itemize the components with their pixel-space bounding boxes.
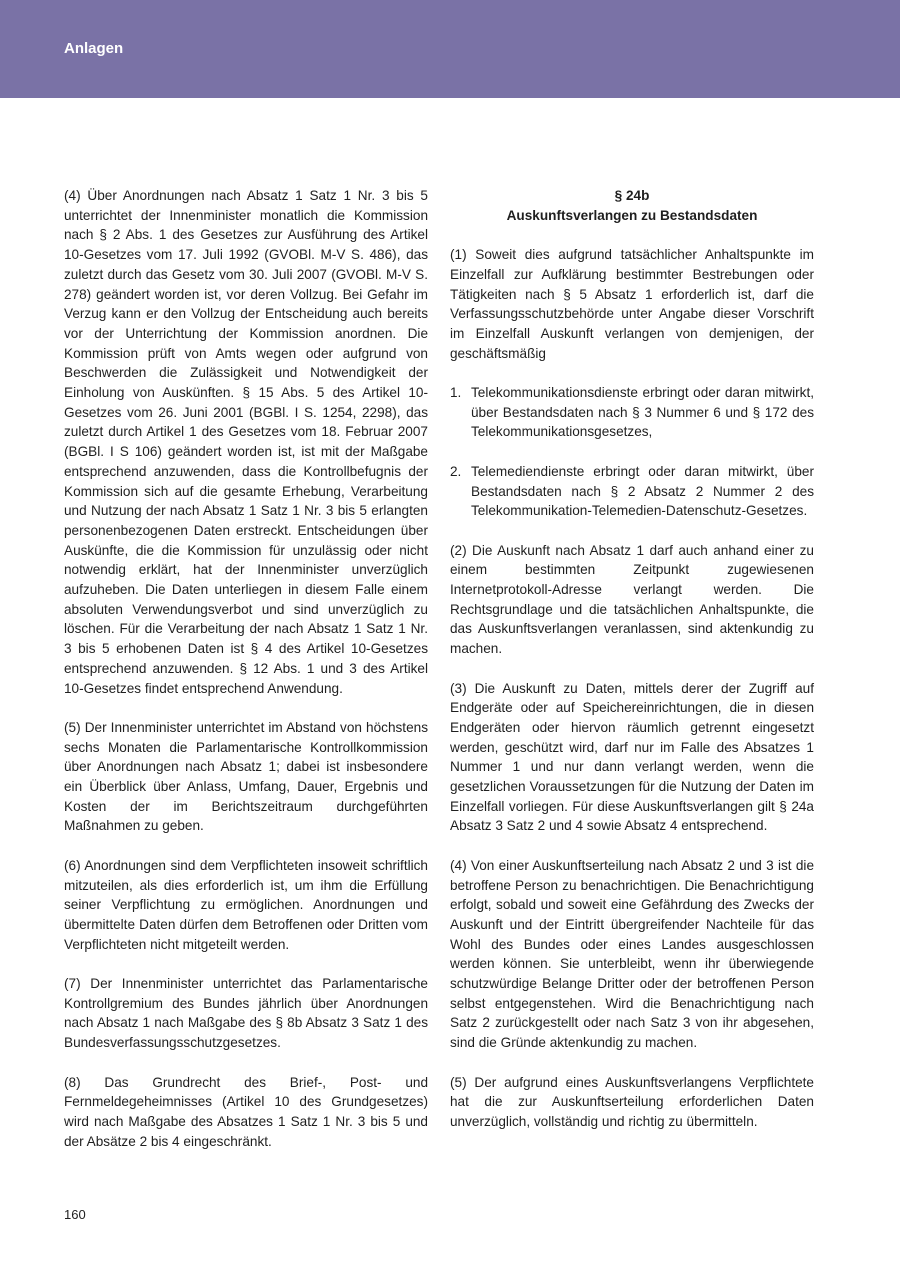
list-item bbox=[450, 462, 814, 521]
right-column bbox=[450, 186, 814, 1151]
list-item-text: Telekommunikationsdienste erbringt oder daran mitwirkt, über Bestandsdaten nach § 3 Nummer 6 und § 172 des Telekommunikationsgesetzes, bbox=[471, 385, 814, 440]
list-item-number: 1. bbox=[450, 385, 462, 400]
paragraph-6: (6) Anordnungen sind dem Verpflichteten insoweit schriftlich mitzuteilen, als dies erforderlich ist, um ihm die Erfüllung seiner Verpflichtung zu ermöglichen. Anordnungen und übermittelte Daten dürfen dem Betroffenen oder Dritten vom Verpflichteten nicht mitgeteilt werden. bbox=[64, 857, 428, 952]
section-number: § 24b bbox=[614, 188, 650, 203]
left-column bbox=[64, 186, 428, 1171]
paragraph-7: (7) Der Innenminister unterrichtet das Parlamentarische Kontrollgremium des Bundes jährlich über Anordnungen nach Absatz 1 nach Maßgabe des § 8b Absatz 3 Satz 1 des Bundesverfassungsschutzgesetzes. bbox=[64, 976, 428, 1051]
list-item-number: 2. bbox=[450, 463, 462, 479]
list-item bbox=[450, 383, 814, 442]
page-number: 160 bbox=[64, 1207, 86, 1222]
header-title: Anlagen bbox=[64, 40, 124, 57]
paragraph-5-right: (5) Der aufgrund eines Auskunftsverlangens Verpflichtete hat die zur Auskunftserteilung erforderlichen Daten unverzüglich, vollständig und richtig zu übermitteln. bbox=[450, 1074, 814, 1129]
paragraph-4: (4) Über Anordnungen nach Absatz 1 Satz 1 Nr. 3 bis 5 unterrichtet der Innenminister monatlich die Kommission nach § 2 Abs. 1 des Gesetzes zur Ausführung des Artikel 10-Gesetzes vom 17. Juli 1992 (GVOBl. M-V S. 486), das zuletzt durch das Gesetz vom 30. Juli 2007 (GVOBl. M-V S. 278) geändert worden ist, vor deren Vollzug. Bei Gefahr im Verzug kann er den Vollzug der Entscheidung auch bereits vor der Unterrichtung der Kommission anordnen. Die Kommission prüft von Amts wegen oder aufgrund von Beschwerden die Zulässigkeit und Notwendigkeit der Einholung von Auskünften. § 15 Abs. 5 des Artikel 10-Gesetzes vom 26. Juni 2001 (BGBl. I S. 1254, 2298), das zuletzt durch Artikel 1 des Gesetzes vom 18. Februar 2007 (BGBl. I S 106) geändert worden ist, ist mit der Maßgabe entsprechend anzuwenden, dass die Kontrollbefugnis der Kommission sich auf die gesamte Erhebung, Verarbeitung und Nutzung der nach Absatz 1 Satz 1 Nr. 3 bis 5 erlangten personenbezogenen Daten erstreckt. Entscheidungen über Auskünfte, die die Kommission für unzulässig oder nicht notwendig erklärt, hat der Innenminister unverzüglich aufzuheben. Die Daten unterliegen in diesem Falle einem absoluten Verwendungsverbot und sind unverzüglich zu löschen. Für die Verarbeitung der nach Absatz 1 Satz 1 Nr. 3 bis 5 erhobenen Daten ist § 4 des Artikel 10-Gesetzes entsprechend anzuwenden. § 12 Abs. 1 und 3 des Artikel 10-Gesetzes findet entsprechend Anwendung. bbox=[64, 188, 428, 696]
paragraph-2: (2) Die Auskunft nach Absatz 1 darf auch anhand einer zu einem bestimmten Zeitpunkt zugewiesenen Internetprotokoll-Adresse verlangt werden. Die Rechtsgrundlage und die tatsächlichen Anhaltspunkte, die das Auskunftsverlangen veranlassen, sind aktenkundig zu machen. bbox=[450, 542, 814, 657]
paragraph-5: (5) Der Innenminister unterrichtet im Abstand von höchstens sechs Monaten die Parlamentarische Kontrollkommission über Anordnungen nach Absatz 1; dabei ist insbesondere ein Überblick über Anlass, Umfang, Dauer, Ergebnis und Kosten der im Berichtszeitraum durchgeführten Maßnahmen zu geben. bbox=[64, 719, 428, 834]
paragraph-4-right: (4) Von einer Auskunftserteilung nach Absatz 2 und 3 ist die betroffene Person zu benachrichtigen. Die Benachrichtigung erfolgt, sobald und soweit eine Gefährdung des Zwecks der Auskunft und der Eintritt übergreifender Nachteile für das Wohl des Bundes oder eines Landes ausgeschlossen werden können. Sie unterbleibt, wenn ihr überwiegende schutzwürdige Belange Dritter oder der betroffenen Person selbst entgegenstehen. Wird die Benachrichtigung nach Satz 2 zurückgestellt oder nach Satz 3 von ihr abgesehen, sind die Gründe aktenkundig zu machen. bbox=[450, 857, 814, 1051]
section-heading bbox=[450, 186, 814, 225]
paragraph-3: (3) Die Auskunft zu Daten, mittels derer der Zugriff auf Endgeräte oder auf Speichereinrichtungen, die in diesen Endgeräten oder hiervon räumlich getrennt eingesetzt werden, geschützt wird, darf nur im Falle des Absatzes 1 Nummer 1 und nur dann verlangt werden, wenn die gesetzlichen Voraussetzungen für die Nutzung der Daten im Einzelfall vorliegen. Für diese Auskunftsverlangen gilt § 24a Absatz 3 Satz 2 und 4 sowie Absatz 4 entsprechend. bbox=[450, 680, 814, 834]
section-title: Auskunftsverlangen zu Bestandsdaten bbox=[506, 207, 758, 223]
header-band bbox=[0, 0, 900, 98]
paragraph-1: (1) Soweit dies aufgrund tatsächlicher Anhaltspunkte im Einzelfall zur Aufklärung bestimmter Bestrebungen oder Tätigkeiten nach § 5 Absatz 1 erforderlich ist, darf die Verfassungsschutzbehörde unter Angabe dieser Vorschrift im Einzelfall Auskunft verlangen von demjenigen, der geschäftsmäßig bbox=[450, 247, 814, 361]
paragraph-8: (8) Das Grundrecht des Brief-, Post- und Fernmeldegeheimnisses (Artikel 10 des Grundgesetzes) wird nach Maßgabe des Absatzes 1 Satz 1 Nr. 3 bis 5 und der Absätze 2 bis 4 eingeschränkt. bbox=[64, 1074, 428, 1149]
list-item-text: Telemediendienste erbringt oder daran mitwirkt, über Bestandsdaten nach § 2 Absatz 2 Nummer 2 des Telekommunikation-Telemedien-Datenschutz-Gesetzes. bbox=[471, 463, 814, 519]
numbered-list bbox=[450, 383, 814, 521]
